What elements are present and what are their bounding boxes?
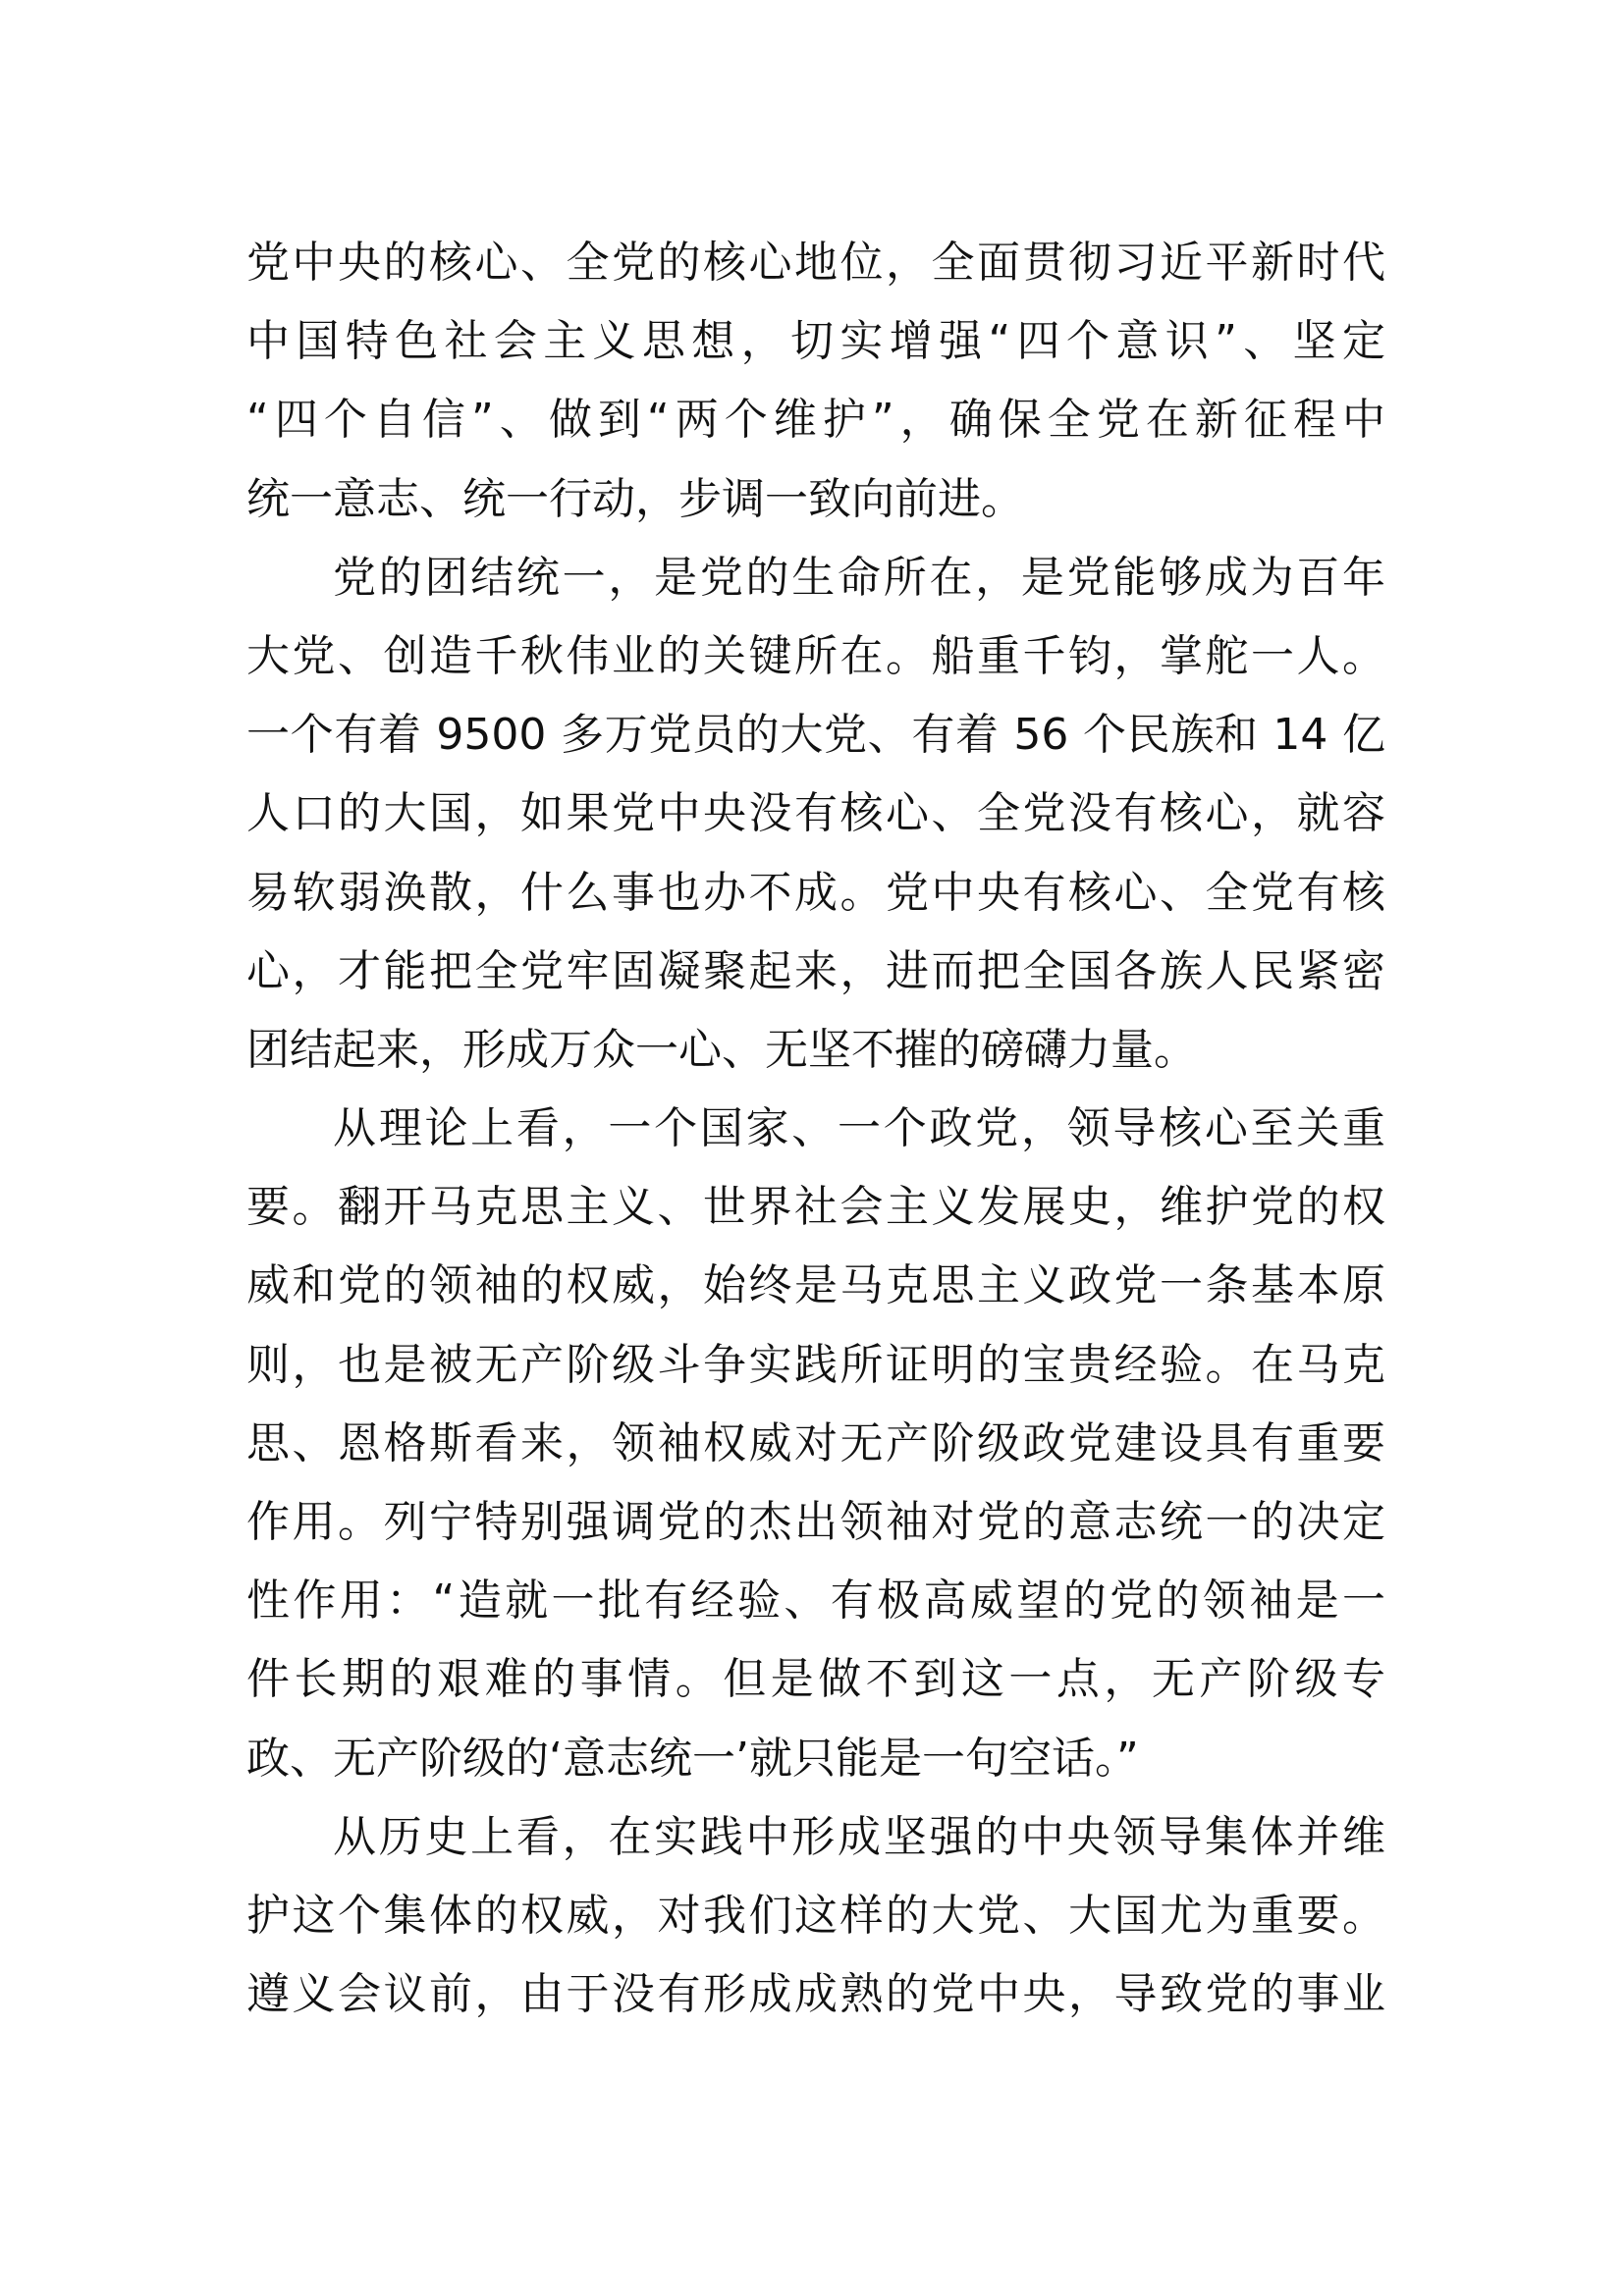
text-line: 护这个集体的权威，对我们这样的大党、大国尤为重要。 bbox=[246, 1890, 1385, 1941]
text-line: 大党、创造千秋伟业的关键所在。船重千钧，掌舵一人。 bbox=[246, 630, 1385, 681]
text-line: 则，也是被无产阶级斗争实践所证明的宝贵经验。在马克 bbox=[246, 1339, 1385, 1390]
text-line: 思、恩格斯看来，领袖权威对无产阶级政党建设具有重要 bbox=[246, 1417, 1385, 1468]
text-line: 团结起来，形成万众一心、无坚不摧的磅礴力量。 bbox=[246, 1024, 1197, 1075]
text-line: 党中央的核心、全党的核心地位，全面贯彻习近平新时代 bbox=[246, 238, 1385, 288]
text-line: 从历史上看，在实践中形成坚强的中央领导集体并维 bbox=[333, 1811, 1385, 1862]
text-line: 人口的大国，如果党中央没有核心、全党没有核心，就容 bbox=[246, 788, 1385, 839]
text-line: 党的团结统一，是党的生命所在，是党能够成为百年 bbox=[333, 552, 1385, 603]
text-line: 作用。列宁特别强调党的杰出领袖对党的意志统一的决定 bbox=[246, 1497, 1385, 1547]
text-line: 统一意志、统一行动，步调一致向前进。 bbox=[246, 473, 1024, 524]
text-line: 一个有着 9500 多万党员的大党、有着 56 个民族和 14 亿 bbox=[246, 710, 1385, 761]
text-line: 要。翻开马克思主义、世界社会主义发展史，维护党的权 bbox=[246, 1182, 1385, 1233]
body-text bbox=[246, 224, 1385, 2034]
text-line: “四个自信”、做到“两个维护”，确保全党在新征程中 bbox=[246, 395, 1385, 446]
text-line: 心，才能把全党牢固凝聚起来，进而把全国各族人民紧密 bbox=[246, 945, 1385, 996]
text-line: 中国特色社会主义思想，切实增强“四个意识”、坚定 bbox=[246, 316, 1385, 367]
text-line: 政、无产阶级的‘意志统一’就只能是一句空话。” bbox=[246, 1733, 1139, 1784]
text-line: 威和党的领袖的权威，始终是马克思主义政党一条基本原 bbox=[246, 1260, 1385, 1311]
text-line: 性作用：“造就一批有经验、有极高威望的党的领袖是一 bbox=[246, 1575, 1385, 1627]
text-line: 从理论上看，一个国家、一个政党，领导核心至关重 bbox=[333, 1103, 1385, 1154]
text-line: 件长期的艰难的事情。但是做不到这一点，无产阶级专 bbox=[246, 1654, 1385, 1705]
text-line: 遵义会议前，由于没有形成成熟的党中央，导致党的事业 bbox=[246, 1969, 1385, 2020]
text-line: 易软弱涣散，什么事也办不成。党中央有核心、全党有核 bbox=[246, 867, 1385, 918]
